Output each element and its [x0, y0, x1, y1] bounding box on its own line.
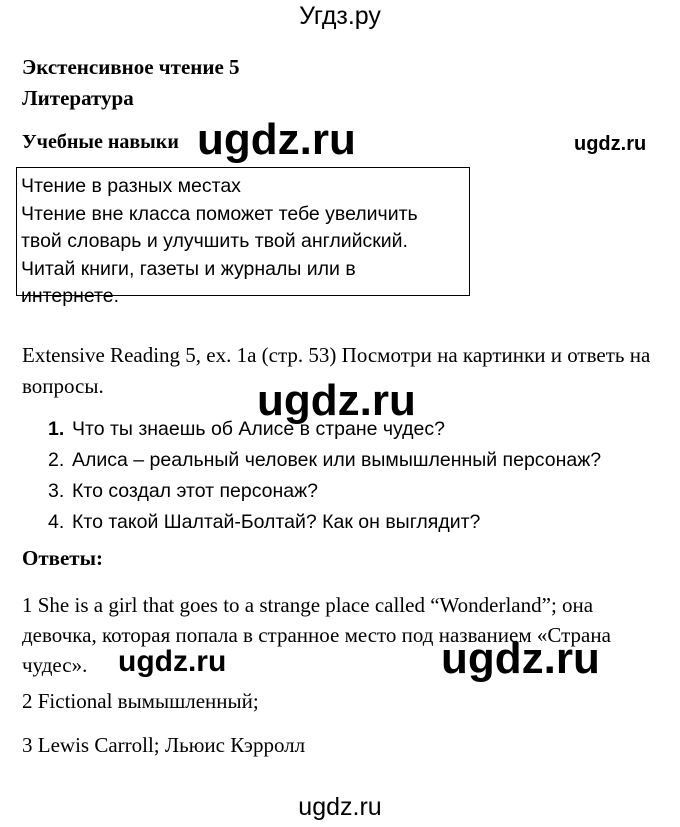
tip-line: Читай книги, газеты и журналы или в [21, 257, 356, 280]
question-item [48, 445, 601, 476]
tip-line: Чтение вне класса поможет тебе увеличить [21, 202, 418, 225]
section-title: Экстенсивное чтение 5 [22, 55, 240, 79]
exercise-instruction: Extensive Reading 5, ex. 1a (стр. 53) Посмотри на картинки и ответь на вопросы. [22, 343, 651, 398]
study-skills-box [16, 167, 470, 307]
question-text: Кто создал этот персонаж? [72, 480, 319, 502]
answer-3: 3 Lewis Carroll; Льюис Кэрролл [22, 733, 306, 757]
answer-1: 1 She is a girl that goes to a strange place called “Wonderland”; она девочка, которая попала в странное место под названием «Страна чудес». [22, 593, 611, 677]
question-number: 1. [48, 418, 65, 440]
question-item [48, 507, 601, 538]
question-text: Алиса – реальный человек или вымышленный персонаж? [72, 449, 602, 471]
tip-line: твой словарь и улучшить твой английский. [21, 230, 408, 252]
answers-title: Ответы: [22, 546, 104, 570]
question-list [48, 414, 601, 538]
site-header: Угдз.ру [299, 2, 381, 30]
question-number: 3. [48, 480, 65, 502]
question-number: 4. [48, 511, 65, 533]
watermark: ugdz.ru [257, 376, 416, 425]
question-text: Что ты знаешь об Алисе в стране чудес? [72, 418, 445, 440]
question-number: 2. [48, 449, 65, 471]
site-footer: ugdz.ru [298, 793, 382, 821]
watermark: ugdz.ru [441, 634, 600, 683]
answer-2: 2 Fictional вымышленный; [22, 689, 259, 713]
tip-line: Чтение в разных местах [21, 175, 241, 197]
section-subtitle: Литература [22, 86, 134, 110]
watermark: ugdz.ru [197, 115, 356, 164]
question-item [48, 476, 601, 507]
watermark: ugdz.ru [118, 645, 227, 678]
tip-line: интернете. [21, 285, 120, 307]
question-text: Кто такой Шалтай-Болтай? Как он выглядит? [72, 511, 481, 533]
watermark: ugdz.ru [574, 133, 647, 155]
skills-heading: Учебные навыки [22, 131, 179, 153]
